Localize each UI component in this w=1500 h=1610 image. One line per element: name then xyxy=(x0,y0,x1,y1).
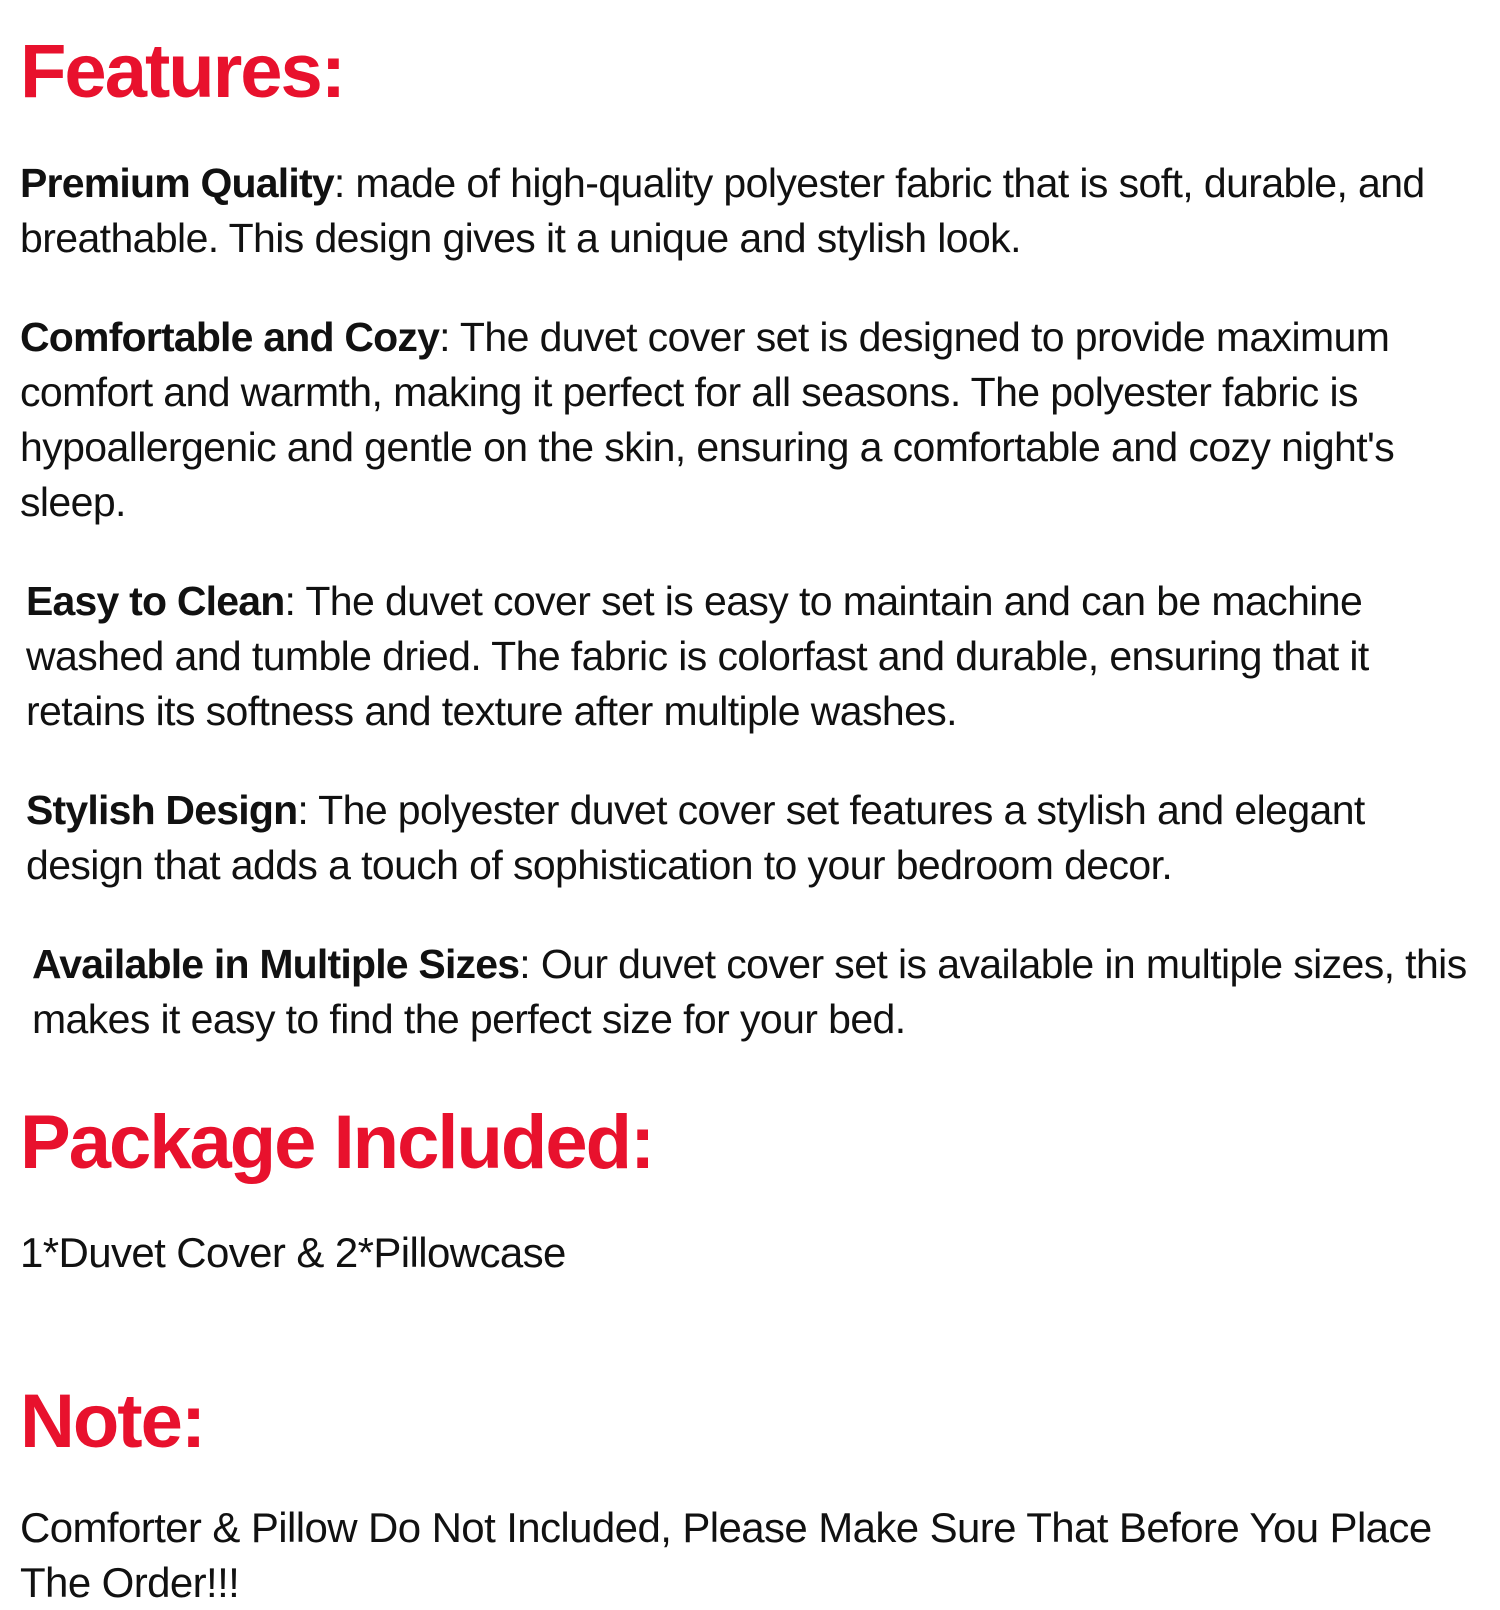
feature-stylish-design-text: : The polyester duvet cover set features a stylish and elegant design that adds a touch of sophistication to your bedroom decor. xyxy=(26,787,1365,888)
feature-premium-quality-text: : made of high-quality polyester fabric that is soft, durable, and breathable. This design gives it a unique and stylish look. xyxy=(20,160,1425,261)
feature-comfortable-cozy xyxy=(20,310,1468,530)
feature-easy-to-clean xyxy=(20,574,1470,739)
note-text: Comforter & Pillow Do Not Included, Please Make Sure That Before You Place The Order!!! xyxy=(20,1504,1432,1606)
feature-premium-quality-label: Premium Quality xyxy=(20,160,334,206)
feature-multiple-sizes xyxy=(20,937,1470,1047)
feature-stylish-design xyxy=(20,783,1470,893)
feature-comfortable-cozy-label: Comfortable and Cozy xyxy=(20,314,440,360)
feature-multiple-sizes-text: : Our duvet cover set is available in multiple sizes, this makes it easy to find the perfect size for your bed. xyxy=(32,941,1467,1042)
note-heading: Note: xyxy=(20,1379,205,1464)
feature-easy-to-clean-text: : The duvet cover set is easy to maintain and can be machine washed and tumble dried. The fabric is colorfast and durable, ensuring that it retains its softness and texture after multiple washes. xyxy=(26,578,1369,734)
feature-multiple-sizes-label: Available in Multiple Sizes xyxy=(32,941,520,987)
features-heading: Features: xyxy=(20,29,345,114)
package-contents: 1*Duvet Cover & 2*Pillowcase xyxy=(20,1229,566,1276)
feature-premium-quality xyxy=(20,156,1468,266)
package-included-heading: Package Included: xyxy=(20,1100,654,1185)
feature-easy-to-clean-label: Easy to Clean xyxy=(26,578,285,624)
feature-comfortable-cozy-text: : The duvet cover set is designed to provide maximum comfort and warmth, making it perfect for all seasons. The polyester fabric is hypoallergenic and gentle on the skin, ensuring a comfortable and cozy night's sleep. xyxy=(20,314,1395,525)
feature-stylish-design-label: Stylish Design xyxy=(26,787,298,833)
